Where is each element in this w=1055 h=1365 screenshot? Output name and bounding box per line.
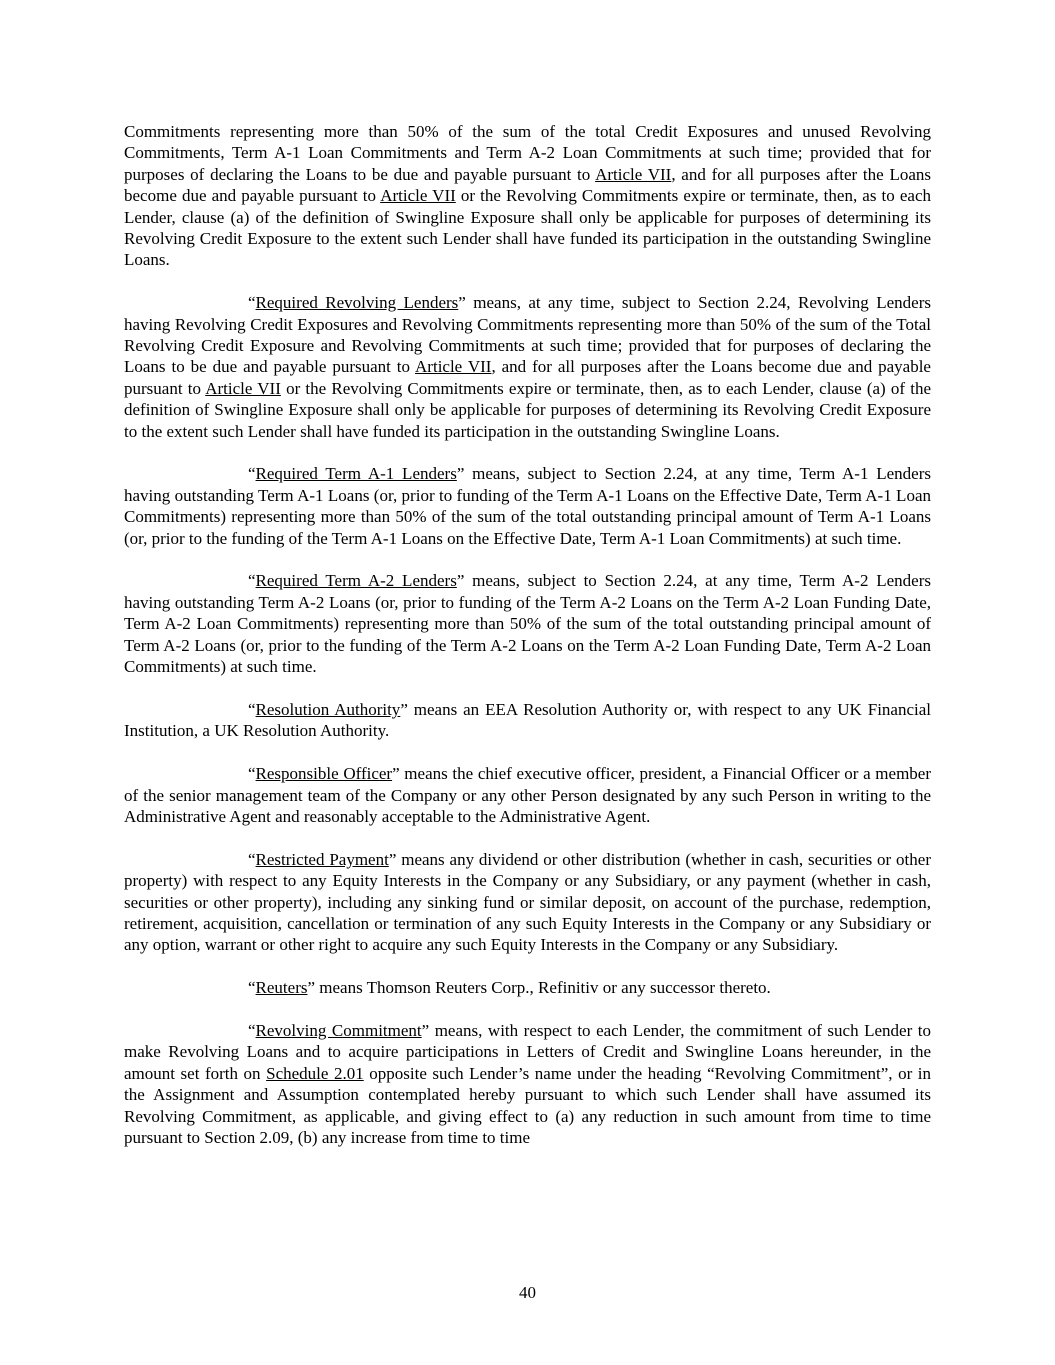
underlined-term: Required Term A-2 Lenders (255, 571, 457, 591)
underlined-term: Revolving Commitment (255, 1020, 422, 1040)
paragraph (124, 849, 931, 956)
text-segment: Commitments representing more than 50% of the sum of the total Credit Exposures and unused Revolving Commitments, Term A-1 Loan Commitments and Term A-2 Loan Commitments at such time; provided that for purposes of declaring the Loans to be due and payable pursuant to (124, 122, 931, 184)
text-segment: ” means, subject to Section 2.24, at any time, Term A-2 Lenders having outstanding Term A-2 Loans (or, prior to funding of the Term A-2 Loans on the Term A-2 Loan Funding Date, Term A-2 Loan Commitments) representing more than 50% of the sum of the total outstanding principal amount of Term A-2 Loans (or, prior to the funding of the Term A-2 Loans on the Term A-2 Loan Funding Date, Term A-2 Loan Commitments) at such time. (124, 571, 932, 677)
underlined-term: Schedule 2.01 (266, 1063, 364, 1083)
text-segment: ” means, with respect to each Lender, the commitment of such Lender to make Revolving Loans and to acquire participations in Letters of Credit and Swingline Loans hereunder, in the amount set forth on (124, 1020, 932, 1083)
text-segment: “ (248, 764, 256, 784)
text-segment: ” means the chief executive officer, president, a Financial Officer or a member of the senior management team of the Company or any other Person designated by any such Person in writing to the Administrative Agent and reasonably acceptable to the Administrative Agent. (124, 764, 932, 826)
underlined-term: Article VII (595, 164, 672, 184)
paragraph (124, 977, 931, 998)
underlined-term: Required Term A-1 Lenders (255, 464, 457, 484)
document-body (124, 121, 931, 1170)
text-segment: , and for all purposes after the Loans become due and payable pursuant to (124, 164, 931, 206)
text-segment: “ (248, 849, 256, 869)
text-segment: ” means Thomson Reuters Corp., Refinitiv or any successor thereto. (307, 978, 771, 998)
underlined-term: Article VII (205, 378, 281, 398)
text-segment: “ (248, 464, 256, 484)
paragraph (124, 763, 931, 827)
text-segment: “ (248, 1020, 256, 1040)
text-segment: ” means, at any time, subject to Section 2.24, Revolving Lenders having Revolving Credit Exposures and Revolving Commitments representing more than 50% of the sum of the Total Revolving Credit Exposure and Revolving Commitments at such time; provided that for purposes of declaring the Loans to be due and payable pursuant to (124, 293, 931, 377)
underlined-term: Restricted Payment (255, 849, 389, 869)
underlined-term: Resolution Authority (255, 699, 401, 719)
text-segment: “ (248, 293, 256, 313)
text-segment: or the Revolving Commitments expire or terminate, then, as to each Lender, clause (a) of the definition of Swingline Exposure shall only be applicable for purposes of determining its Revolving Credit Exposure to the extent such Lender shall have funded its participation in the outstanding Swingline Loans. (124, 378, 931, 441)
underlined-term: Required Revolving Lenders (255, 293, 459, 313)
underlined-term: Reuters (255, 978, 308, 998)
underlined-term: Article VII (415, 357, 492, 377)
text-segment: “ (248, 699, 256, 719)
text-segment: “ (248, 571, 256, 591)
text-segment: ” means any dividend or other distribution (whether in cash, securities or other property) with respect to any Equity Interests in the Company or any Subsidiary, or any payment (whether in cash, securities or other property), including any sinking fund or similar deposit, on account of the purchase, redemption, retirement, acquisition, cancellation or termination of any such Equity Interests in the Company or any Subsidiary or any option, warrant or other right to acquire any such Equity Interests in the Company or any Subsidiary. (124, 849, 931, 955)
underlined-term: Article VII (380, 186, 456, 206)
page-number: 40 (519, 1283, 536, 1302)
text-segment: or the Revolving Commitments expire or terminate, then, as to each Lender, clause (a) of the definition of Swingline Exposure shall only be applicable for purposes of determining its Revolving Credit Exposure to the extent such Lender shall have funded its participation in the outstanding Swingline Loans. (124, 186, 931, 270)
paragraph (124, 463, 931, 549)
underlined-term: Responsible Officer (255, 764, 393, 784)
paragraph (124, 1020, 931, 1148)
paragraph (124, 121, 931, 271)
paragraph (124, 292, 931, 442)
text-segment: , and for all purposes after the Loans become due and payable pursuant to (124, 357, 931, 398)
text-segment: ” means, subject to Section 2.24, at any time, Term A-1 Lenders having outstanding Term A-1 Loans (or, prior to funding of the Term A-1 Loans on the Effective Date, Term A-1 Loan Commitments) representing more than 50% of the sum of the total outstanding principal amount of Term A-1 Loans (or, prior to the funding of the Term A-1 Loans on the Effective Date, Term A-1 Loan Commitments) at such time. (124, 464, 932, 548)
text-segment: “ (248, 978, 256, 998)
text-segment: ” means an EEA Resolution Authority or, with respect to any UK Financial Institution, a UK Resolution Authority. (124, 699, 931, 741)
paragraph (124, 699, 931, 742)
paragraph (124, 570, 931, 677)
text-segment: opposite such Lender’s name under the heading “Revolving Commitment”, or in the Assignment and Assumption contemplated hereby pursuant to which such Lender shall have assumed its Revolving Commitment, as applicable, and giving effect to (a) any reduction in such amount from time to time pursuant to Section 2.09, (b) any increase from time to time (124, 1063, 931, 1147)
